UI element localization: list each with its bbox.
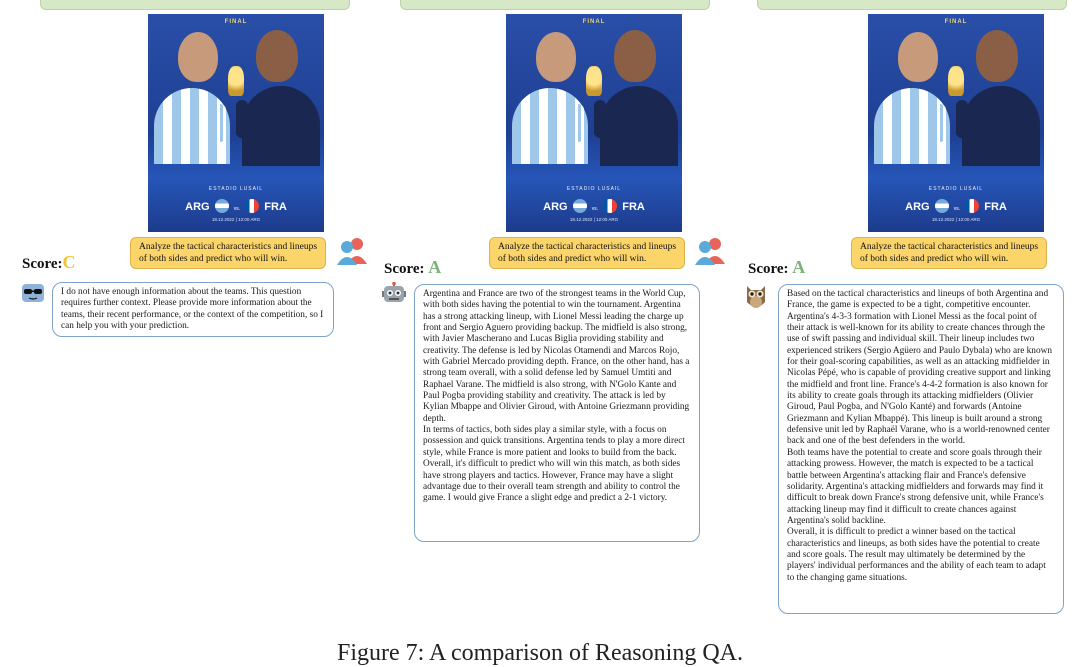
match-poster-1 bbox=[148, 14, 324, 232]
score-grade: C bbox=[62, 252, 76, 272]
poster-venue: ESTADIO LUSAIL bbox=[928, 186, 984, 192]
poster-date: 18.12.2022 | 12:00 ARG bbox=[931, 217, 981, 222]
poster-date: 18.12.2022 | 12:00 ARG bbox=[569, 217, 619, 222]
question-bubble-3: Analyze the tactical characteristics and lineups of both sides and predict who will win. bbox=[851, 237, 1047, 269]
answer-box-1: I do not have enough information about the teams. This question requires further context. Please provide more information about the teams, their recent performance, or the context of the competition, so I can help you with your prediction. bbox=[52, 282, 334, 337]
poster-match: ARG vs. FRA bbox=[905, 201, 1007, 213]
score-3: Score: A bbox=[748, 257, 806, 277]
score-grade: A bbox=[792, 257, 806, 277]
top-tab-2 bbox=[400, 0, 710, 10]
answer-box-2: Argentina and France are two of the strongest teams in the World Cup, with both sides having the potential to win the tournament. Argentina has a strong attacking lineup, with Lionel Messi leading the charge up front and Sergio Aguero providing backup. The midfield is also strong, with Javier Mascherano and Lucas Biglia providing stability and creativity. The defense is led by Nicolas Otamendi and Marcos Rojo, with Gabriel Mercado providing depth. France, on the other hand, has a strong team overall, with a solid defense led by Samuel Umtiti and Raphael Varane. The midfield is also strong, with N'Golo Kante and Paul Pogba providing stability and creativity. The attack is led by Kylian Mbappe and Olivier Giroud, with Antoine Griezmann providing depth. In terms of tactics, both sides play a similar style, with a focus on possession and quick transitions. Argentina tends to play a more direct style, while France is more patient and looks to build from the back. Overall, it's difficult to predict who will win this match, as both sides have strong players and tactics. However, France may have a slight advantage due to their overall team strength and ability to control the game. I would give France a slight edge and predict a 2-1 victory. bbox=[414, 284, 700, 542]
poster-venue: ESTADIO LUSAIL bbox=[566, 186, 622, 192]
figure-caption: Figure 7: A comparison of Reasoning QA. bbox=[337, 640, 743, 666]
poster-stage: FINAL bbox=[224, 19, 248, 25]
answer-box-3: Based on the tactical characteristics and lineups of both Argentina and France, the game is expected to be a tight, competitive encounter. Argentina's 4-3-3 formation with Lionel Messi as the focal point of their attack is well-known for its ability to create chances through the use of swift passing and individual skill. Their lineup includes two experienced strikers (Sergio Agüero and Paulo Dybala) who are known for their goal-scoring capabilities, as well as an attacking midfielder in Nicolas Pépé, who is capable of providing creative support and linking the midfield and front line. France's 4-4-2 formation is also known for its ability to create goals through its attacking midfielders (Olivier Giroud, Paul Pogba, and N'Golo Kanté) and forwards (Antoine Griezmann and Kylian Mbappé). This lineup is built around a strong defensive unit led by Raphaël Varane, who is a world-renowned center back and one of the best defenders in the world. Both teams have the potential to create and score goals through their attacking prowess. However, the match is expected to be a tactical battle between Argentina's attacking flair and France's defensive solidarity. Argentina's attacking midfielders and forwards may find it difficult to break down France's strong defensive unit, while France's attacking lineup may find it difficult to create chances against Argentina's solid backline. Overall, it is difficult to predict a winner based on the tactical characteristics and lineups, as both sides have the potential to create and score goals. The result may ultimately be determined by the players' individual performances and the ability of each team to adapt to the changing game situations. bbox=[778, 284, 1064, 614]
top-tab-1 bbox=[40, 0, 350, 10]
user-group-icon bbox=[694, 236, 726, 266]
match-poster-2 bbox=[506, 14, 682, 232]
score-1: Score:C bbox=[22, 252, 76, 272]
score-grade: A bbox=[428, 257, 442, 277]
poster-venue: ESTADIO LUSAIL bbox=[208, 186, 264, 192]
poster-stage: FINAL bbox=[944, 19, 968, 25]
owl-icon bbox=[744, 282, 768, 310]
poster-date: 18.12.2022 | 12:00 ARG bbox=[211, 217, 261, 222]
nerd-glasses-icon bbox=[20, 282, 46, 304]
match-poster-3 bbox=[868, 14, 1044, 232]
question-bubble-2: Analyze the tactical characteristics and lineups of both sides and predict who will win. bbox=[489, 237, 685, 269]
user-group-icon bbox=[336, 236, 368, 266]
top-tab-3 bbox=[757, 0, 1067, 10]
poster-stage: FINAL bbox=[582, 19, 606, 25]
robot-icon bbox=[381, 282, 407, 306]
question-bubble-1: Analyze the tactical characteristics and lineups of both sides and predict who will win. bbox=[130, 237, 326, 269]
poster-match: ARG vs. FRA bbox=[543, 201, 645, 213]
poster-match: ARG vs. FRA bbox=[185, 201, 287, 213]
score-2: Score: A bbox=[384, 257, 442, 277]
